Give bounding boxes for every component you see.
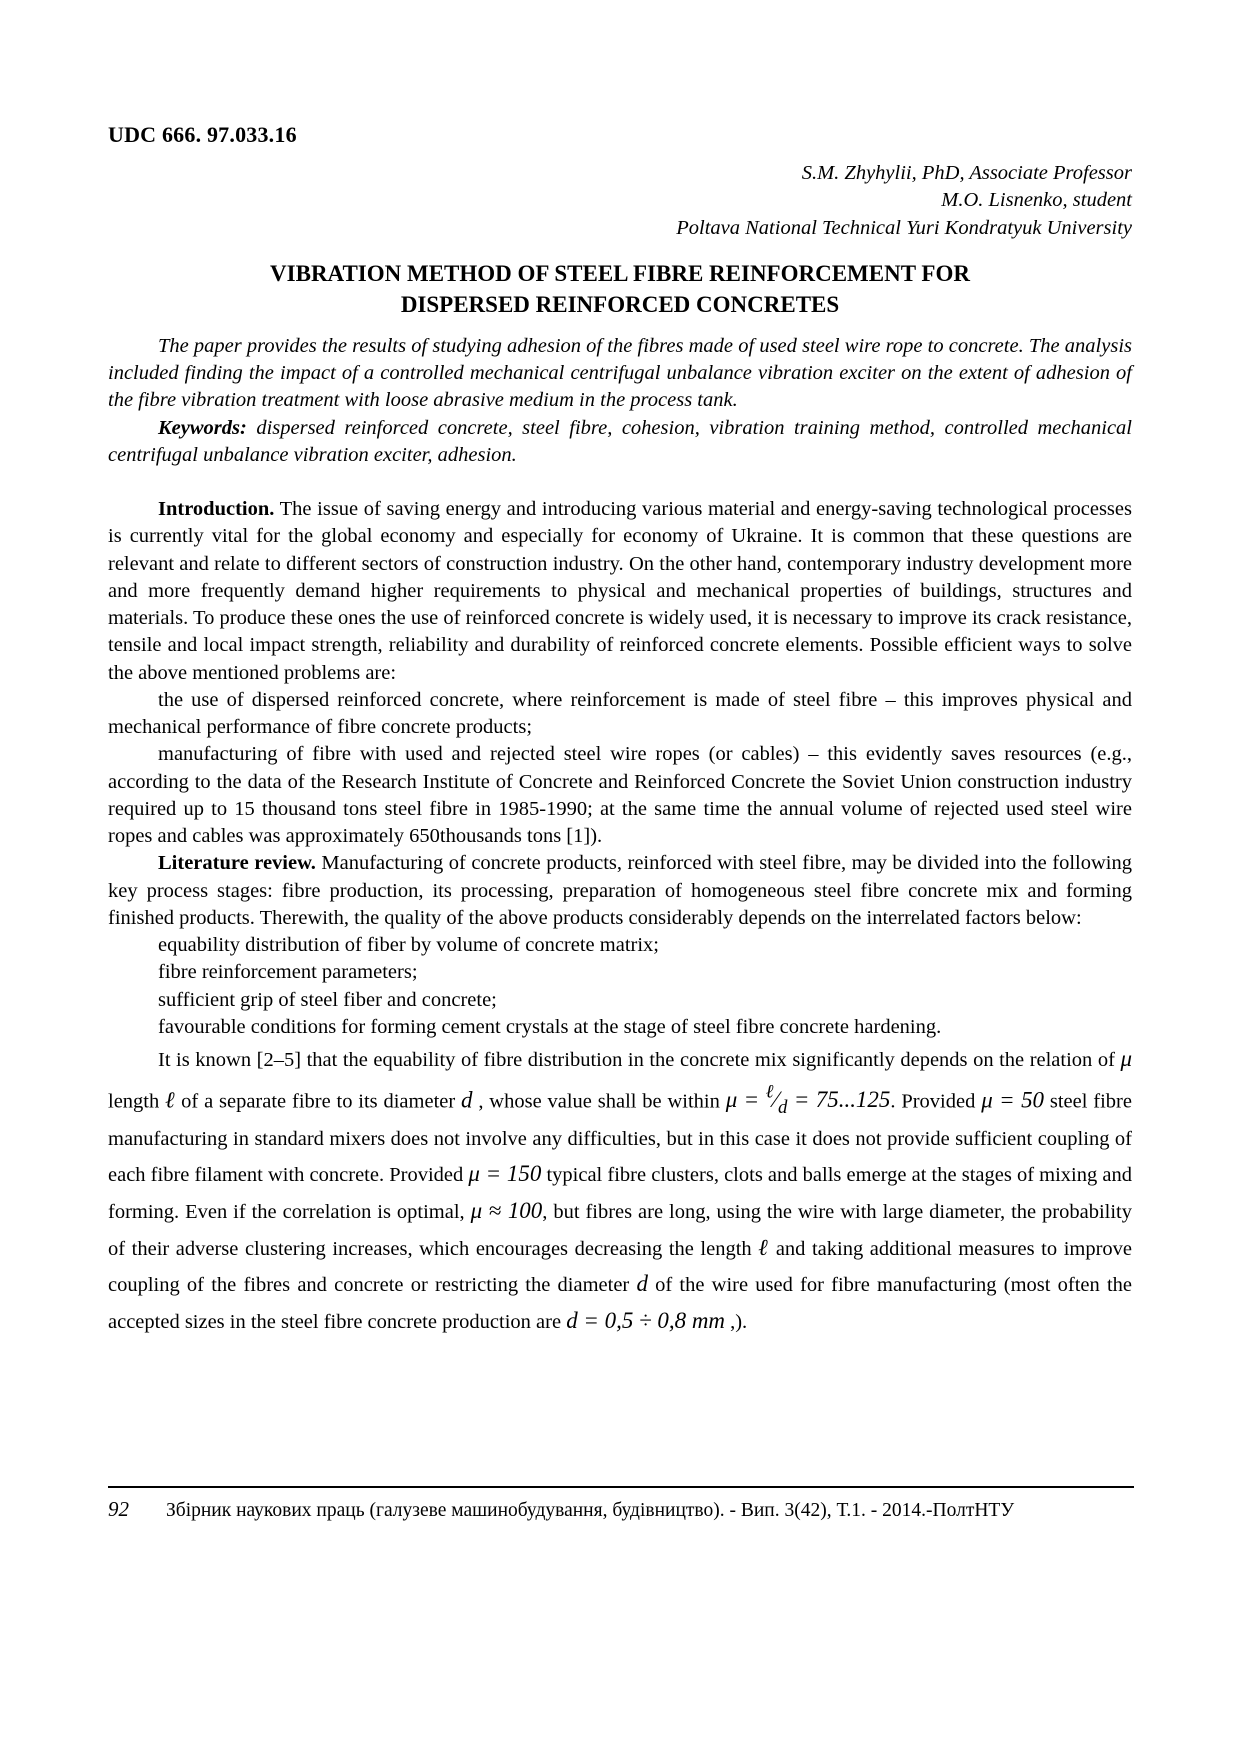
fraction-slash: ⁄ — [774, 1087, 778, 1113]
math-symbol-length: ℓ — [165, 1087, 176, 1113]
math-text-segment: typical fibre clusters, clots and balls emerge at the stages of mixing and forming. Even if the correlation is optimal, — [108, 1164, 1132, 1223]
math-text-segment: , but fibres are long, using the wire with large diameter, the probability of their adverse clustering increases, which encourages decreasing the length — [108, 1200, 1133, 1260]
keywords-label: Keywords: — [158, 416, 247, 439]
list-item-paragraph-1: the use of dispersed reinforced concrete, where reinforcement is made of steel fibre – this improves physical and mechanical performance of fibre concrete products; — [108, 688, 1132, 739]
abstract-paragraph: The paper provides the results of studying adhesion of the fibres made of used steel wire rope to concrete. The analysis included finding the impact of a controlled mechanical centrifugal unbalance vibration exciter on the extent of adhesion of the fibre vibration treatment with loose abrasive medium in the process tank. — [108, 334, 1132, 412]
math-symbol-mu: μ — [1120, 1046, 1132, 1072]
literature-review-text: Manufacturing of concrete products, reinforced with steel fibre, may be divided into the following key process stages: fibre production, its processing, preparation of homogeneous steel fibre concrete mix and forming finished products. Therewith, the quality of the above products considerably depends on the interrelated factors below: — [108, 852, 1132, 929]
literature-review-heading: Literature review. — [158, 852, 316, 875]
fraction-denominator: d — [777, 1097, 788, 1119]
math-formula-mu-50: μ = 50 — [981, 1087, 1045, 1113]
math-text-segment: . Provided — [890, 1090, 982, 1113]
math-symbol-length: ℓ — [758, 1234, 770, 1260]
introduction-paragraph — [108, 496, 1132, 687]
math-symbol-diameter: d — [461, 1087, 473, 1113]
paper-title — [108, 258, 1132, 320]
list-item-paragraph-2: manufacturing of fibre with used and rejected steel wire ropes (or cables) – this evidently saves resources (e.g., according to the data of the Research Institute of Concrete and Reinforced Concrete the Soviet Union construction industry required up to 15 thousand tons steel fibre in 1985-1990; at the same time the annual volume of rejected used steel wire ropes and cables was approximately 650thousands tons [1]). — [108, 743, 1132, 848]
math-text-segment: of the wire used for fibre manufacturing (most often the accepted sizes in the steel fibre concrete production are — [108, 1274, 1133, 1334]
math-text-segment: It is known [2–5] that the equability of fibre distribution in the concrete mix significantly depends on the relation of — [158, 1049, 1121, 1072]
page-number: 92 — [108, 1497, 129, 1521]
math-text-segment: , whose value shall be within — [472, 1090, 726, 1113]
keywords-text: dispersed reinforced concrete, steel fibre, cohesion, vibration training method, controlled mechanical centrifugal unbalance vibration exciter, adhesion. — [108, 416, 1132, 466]
math-formula-mu-150: μ = 150 — [468, 1161, 542, 1187]
author-line-1: S.M. Zhyhylii, PhD, Associate Professor — [801, 162, 1132, 184]
math-text-segment: ,). — [724, 1311, 748, 1334]
factor-item-1: equability distribution of fiber by volume of concrete matrix; — [158, 934, 659, 957]
math-text-segment: and taking additional measures to improve coupling of the fibres and concrete or restricting the diameter — [108, 1237, 1133, 1297]
page-footer — [108, 1486, 1134, 1522]
math-formula-ratio: $\mu = ^\ell⁄_d = 75...125$ — [725, 1081, 891, 1119]
math-text-segment: of a separate fibre to its diameter — [175, 1090, 462, 1113]
math-formula-diameter-range: d = 0,5 ÷ 0,8 mm — [566, 1308, 725, 1334]
fraction-numerator: ℓ — [765, 1081, 775, 1103]
author-block — [108, 160, 1132, 242]
udc-code: UDC 666. 97.033.16 — [108, 122, 297, 147]
paper-title-line-1: VIBRATION METHOD OF STEEL FIBRE REINFORCEMENT FOR — [270, 260, 970, 286]
factor-item-3: sufficient grip of steel fiber and concrete; — [158, 988, 497, 1011]
math-text-segment: length — [108, 1090, 166, 1113]
factor-item-2: fibre reinforcement parameters; — [158, 961, 418, 984]
math-paragraph — [108, 1041, 1132, 1340]
factor-item-4: favourable conditions for forming cement crystals at the stage of steel fibre concrete hardening. — [158, 1015, 942, 1038]
affiliation-line: Poltava National Technical Yuri Kondratyuk University — [676, 216, 1132, 239]
introduction-text: The issue of saving energy and introducing various material and energy-saving technological processes is currently vital for the global economy and especially for economy of Ukraine. It is common that these questions are relevant and relate to different sectors of construction industry. On the other hand, contemporary industry development more and more frequently demand higher requirements to physical and mechanical properties of buildings, structures and materials. To produce these ones the use of reinforced concrete is widely used, it is necessary to improve its crack resistance, tensile and local impact strength, reliability and durability of reinforced concrete elements. Possible efficient ways to solve the above mentioned problems are: — [108, 498, 1132, 684]
math-symbol-diameter: d — [636, 1271, 648, 1297]
author-line-2: M.O. Lisnenko, student — [941, 189, 1132, 212]
paper-title-line-2: DISPERSED REINFORCED CONCRETES — [400, 291, 840, 317]
keywords-paragraph — [108, 415, 1132, 470]
math-formula-mu-100: μ ≈ 100 — [470, 1197, 543, 1223]
footer-journal-text: Збірник наукових праць (галузеве машинобудування, будівництво). - Вип. 3(42), Т.1. - 2014.-ПолтНТУ — [166, 1500, 1015, 1521]
math-text-segment: steel fibre manufacturing in standard mixers does not involve any difficulties, but in this case it does not provide sufficient coupling of each fibre filament with concrete. Provided — [108, 1090, 1132, 1187]
literature-review-paragraph — [108, 850, 1132, 932]
introduction-heading: Introduction. — [158, 498, 275, 521]
